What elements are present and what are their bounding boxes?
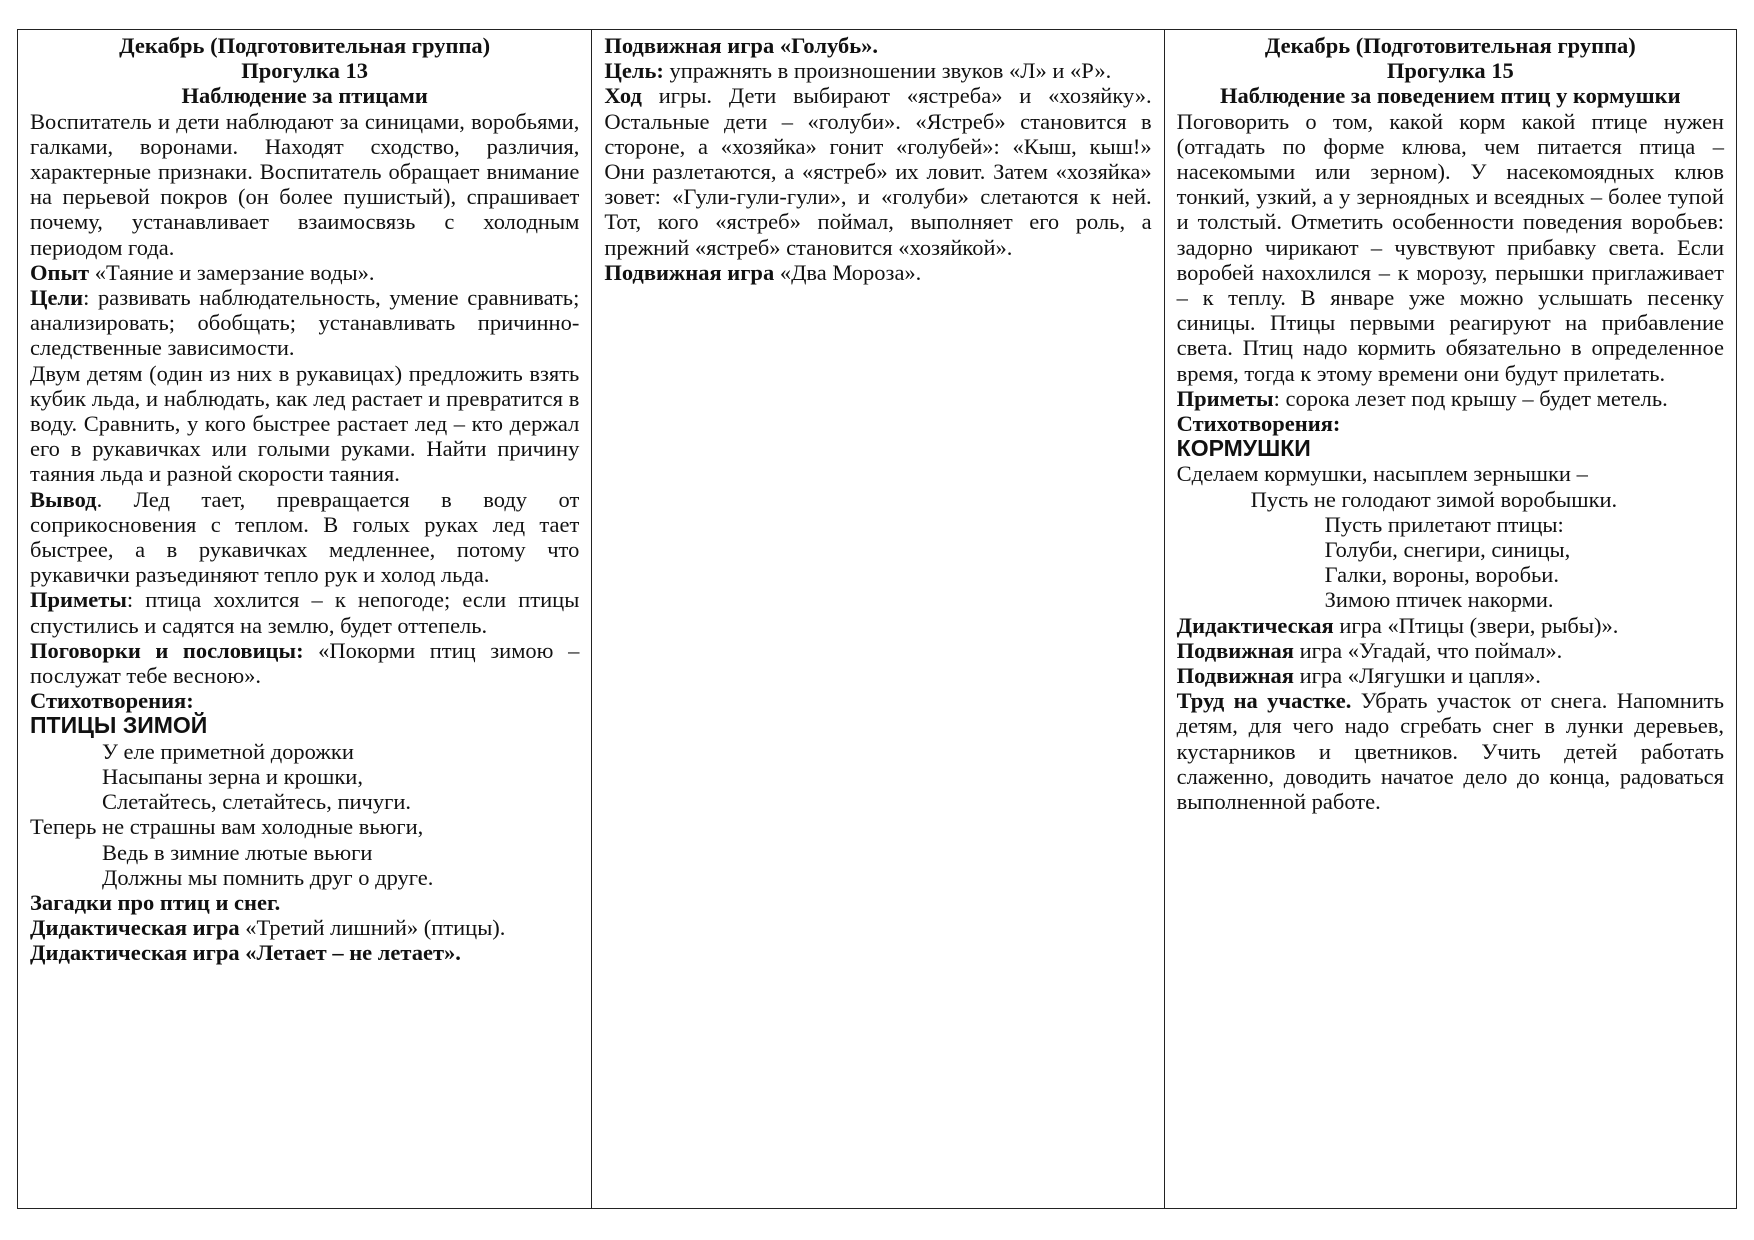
mobile-label: Подвижная	[1176, 637, 1294, 663]
column-games	[591, 30, 1163, 1208]
sayings-line	[30, 638, 579, 688]
goals-text: : развивать наблюдательность, умение сравнивать; анализировать; обобщать; устанавливать причинно-следственные зависимости.	[30, 285, 580, 361]
month-heading: Декабрь (Подготовительная группа)	[1264, 33, 1636, 58]
poem-line: Насыпаны зерна и крошки,	[102, 763, 363, 789]
poem-line: Сделаем кормушки, насыплем зернышки –	[1176, 461, 1588, 487]
poem-line: Галки, вороны, воробьи.	[1324, 562, 1559, 588]
didactic-game	[1177, 613, 1724, 638]
goals-line	[30, 285, 579, 361]
experiment-line	[30, 260, 579, 285]
signs-label: Приметы	[30, 587, 127, 613]
poem-line: У еле приметной дорожки	[102, 738, 354, 764]
goals-label: Цели	[30, 285, 84, 311]
mobile-text: игра «Лягушки и цапля».	[1293, 663, 1541, 689]
conclusion-label: Вывод	[30, 486, 97, 512]
intro-text: Поговорить о том, какой корм какой птице нужен (отгадать по форме клюва, чем питается птица – насекомыми или зерном). У насекомоядных клюв тонкий, узкий, а у зерноядных и всеядных – более тупой и толстый. Отметить особенности поведения воробьев: задорно чирикают – чувствуют прибавку света. Если воробей нахохлился – к морозу, перышки приглаживает – к теплу. В январе уже можно услышать песенку синицы. Птицы первыми реагируют на прибавление света. Птиц надо кормить обязательно в определенное время, тогда к этому времени они будут прилетать.	[1176, 108, 1724, 386]
poem-line: Ведь в зимние лютые вьюги	[102, 839, 373, 865]
mobile-game-2	[1177, 663, 1724, 688]
work-text: Убрать участок от снега. Напомнить детям, для чего надо сгребать снег в лунки деревьев, кустарников и цветников. Учить детей работать слаженно, доводить начатое дело до конца, радоваться выполненной работе.	[1176, 688, 1724, 815]
signs-label: Приметы	[1176, 385, 1274, 411]
goal-label: Цель:	[604, 58, 664, 84]
signs-text: : сорока лезет под крышу – будет метель.	[1273, 385, 1668, 411]
didactic-game-2: Дидактическая игра «Летает – не летает».	[30, 940, 461, 966]
poem-title: ПТИЦЫ ЗИМОЙ	[30, 712, 208, 739]
poem-line: Пусть прилетают птицы:	[1324, 511, 1564, 537]
poems-label: Стихотворения:	[30, 688, 194, 714]
plan-table	[17, 29, 1737, 1209]
signs-line	[30, 587, 579, 637]
poem-line: Слетайтесь, слетайтесь, пичуги.	[102, 789, 411, 815]
course-text: игры. Дети выбирают «ястреба» и «хозяйку». Остальные дети – «голуби». «Ястреб» становится в стороне, а «хозяйка» гонит «голубей»: «Кыш, кыш!» Они разлетаются, а «ястреб» их ловит. Затем «хозяйка» зовет: «Гули-гули-гули», и «голуби» слетаются к ней. Тот, кого «ястреб» поймал, выполняет его роль, а прежний «ястреб» становится «хозяйкой».	[604, 83, 1152, 260]
game-2-label: Подвижная игра	[604, 259, 775, 285]
experiment-label: Опыт	[30, 259, 90, 285]
didactic-label: Дидактическая	[1176, 612, 1334, 638]
game-2-text: «Два Мороза».	[774, 259, 922, 285]
didactic-label: Дидактическая игра	[30, 915, 240, 941]
goal-text: упражнять в произношении звуков «Л» и «Р».	[663, 58, 1112, 84]
game-title: Подвижная игра «Голубь».	[604, 33, 878, 58]
poems-label: Стихотворения:	[1176, 411, 1341, 437]
work-line	[1177, 688, 1724, 814]
intro-text: Воспитатель и дети наблюдают за синицами, воробьями, галками, воронами. Находят сходство, различия, характерные признаки. Воспитатель обращает внимание на перьевой покров (он более пушистый), спрашивает почему, устанавливает взаимосвязь с холодным периодом года.	[30, 108, 580, 260]
riddles-line: Загадки про птиц и снег.	[30, 889, 281, 915]
goal-line	[604, 58, 1151, 83]
poem-line: Должны мы помнить друг о друге.	[102, 864, 434, 890]
mobile-text: игра «Угадай, что поймал».	[1293, 637, 1563, 663]
sayings-text: «Покорми птиц зимою – послужат тебе весною».	[30, 637, 580, 689]
walk-number: Прогулка 13	[241, 58, 369, 84]
column-walk-13	[18, 30, 591, 1208]
mobile-game-1	[1177, 638, 1724, 663]
work-label: Труд на участке.	[1176, 688, 1352, 714]
course-label: Ход	[604, 83, 642, 109]
experiment-title: «Таяние и замерзание воды».	[89, 259, 375, 285]
walk-number: Прогулка 15	[1386, 58, 1514, 84]
signs-line	[1177, 386, 1724, 411]
poem-line: Пусть не голодают зимой воробышки.	[1250, 486, 1618, 512]
experiment-body: Двум детям (один из них в рукавицах) предложить взять кубик льда, и наблюдать, как лед растает и превратится в воду. Сравнить, у кого быстрее растает лед – кто держал его в рукавичках или голыми руками. Найти причину таяния льда и разной скорости таяния.	[30, 360, 580, 487]
walk-topic: Наблюдение за поведением птиц у кормушки	[1220, 83, 1681, 109]
column-walk-15	[1164, 30, 1736, 1208]
game-course	[604, 83, 1151, 259]
sayings-label: Поговорки и пословицы:	[30, 637, 304, 663]
month-heading: Декабрь (Подготовительная группа)	[119, 33, 491, 58]
poem-line: Голуби, снегири, синицы,	[1324, 537, 1571, 563]
didactic-game-1	[30, 915, 579, 940]
poem-line: Теперь не страшны вам холодные вьюги,	[30, 814, 424, 840]
walk-topic: Наблюдение за птицами	[181, 83, 428, 109]
conclusion-line	[30, 487, 579, 588]
mobile-label: Подвижная	[1176, 663, 1294, 689]
didactic-text: игра «Птицы (звери, рыбы)».	[1333, 612, 1619, 638]
didactic-text: «Третий лишний» (птицы).	[239, 915, 506, 941]
poem-title: КОРМУШКИ	[1176, 435, 1311, 462]
signs-text: : птица хохлится – к непогоде; если птицы спустились и садятся на землю, будет оттепель.	[30, 587, 580, 638]
poem-line: Зимою птичек накорми.	[1324, 587, 1554, 613]
conclusion-text: . Лед тает, превращается в воду от соприкосновения с теплом. В голых руках лед тает быстрее, а в рукавичках медленнее, потому что рукавички разъединяют тепло рук и холод льда.	[30, 486, 580, 588]
game-2-line	[604, 260, 1151, 285]
